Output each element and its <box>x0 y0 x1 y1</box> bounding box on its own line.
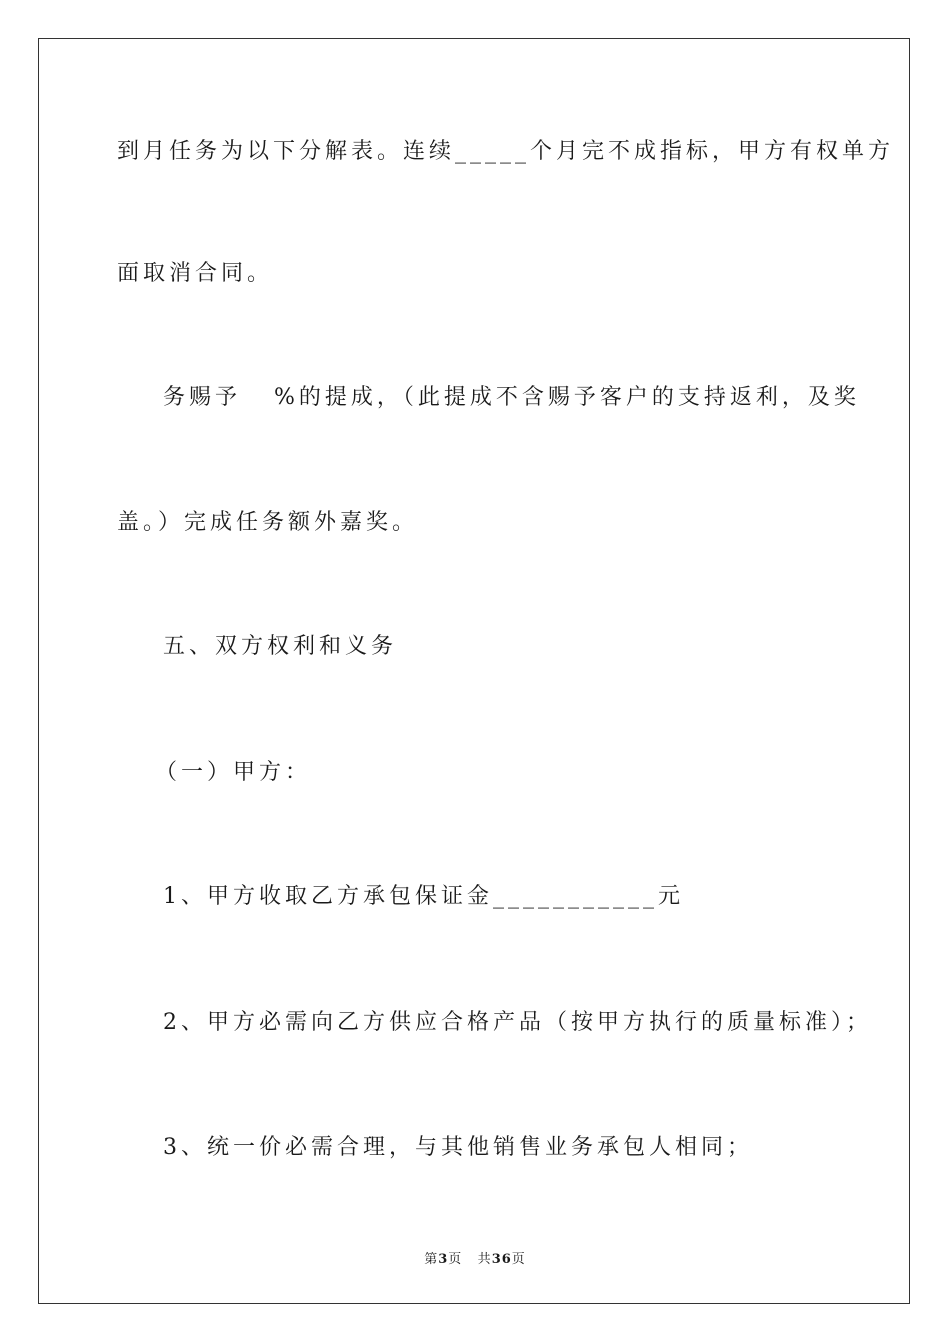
page-footer <box>0 1248 950 1267</box>
paragraph-line-3: 务赐予 %的提成，（此提成不含赐予客户的支持返利，及奖 <box>163 385 860 410</box>
footer-page-prefix: 第 <box>424 1252 439 1267</box>
footer-total-prefix: 共 <box>477 1252 492 1267</box>
footer-page-suffix: 页 <box>448 1252 463 1267</box>
list-item-2: 2、甲方必需向乙方供应合格产品（按甲方执行的质量标准）； <box>163 1010 872 1035</box>
paragraph-line-4: 盖。）完成任务额外嘉奖。 <box>117 510 419 535</box>
section-heading: 五、双方权利和义务 <box>163 634 398 659</box>
subsection-heading: （一）甲方： <box>155 760 312 785</box>
paragraph-line-1: 到月任务为以下分解表。连续_____个月完不成指标，甲方有权单方 <box>117 139 895 164</box>
page-border <box>38 38 910 1304</box>
paragraph-line-2: 面取消合同。 <box>117 261 274 286</box>
footer-total-suffix: 页 <box>511 1252 526 1267</box>
list-item-3: 3、统一价必需合理，与其他销售业务承包人相同； <box>163 1135 753 1160</box>
list-item-1: 1、甲方收取乙方承包保证金___________元 <box>163 884 684 909</box>
footer-page-number: 3 <box>438 1252 449 1267</box>
footer-total-pages: 36 <box>491 1252 512 1267</box>
